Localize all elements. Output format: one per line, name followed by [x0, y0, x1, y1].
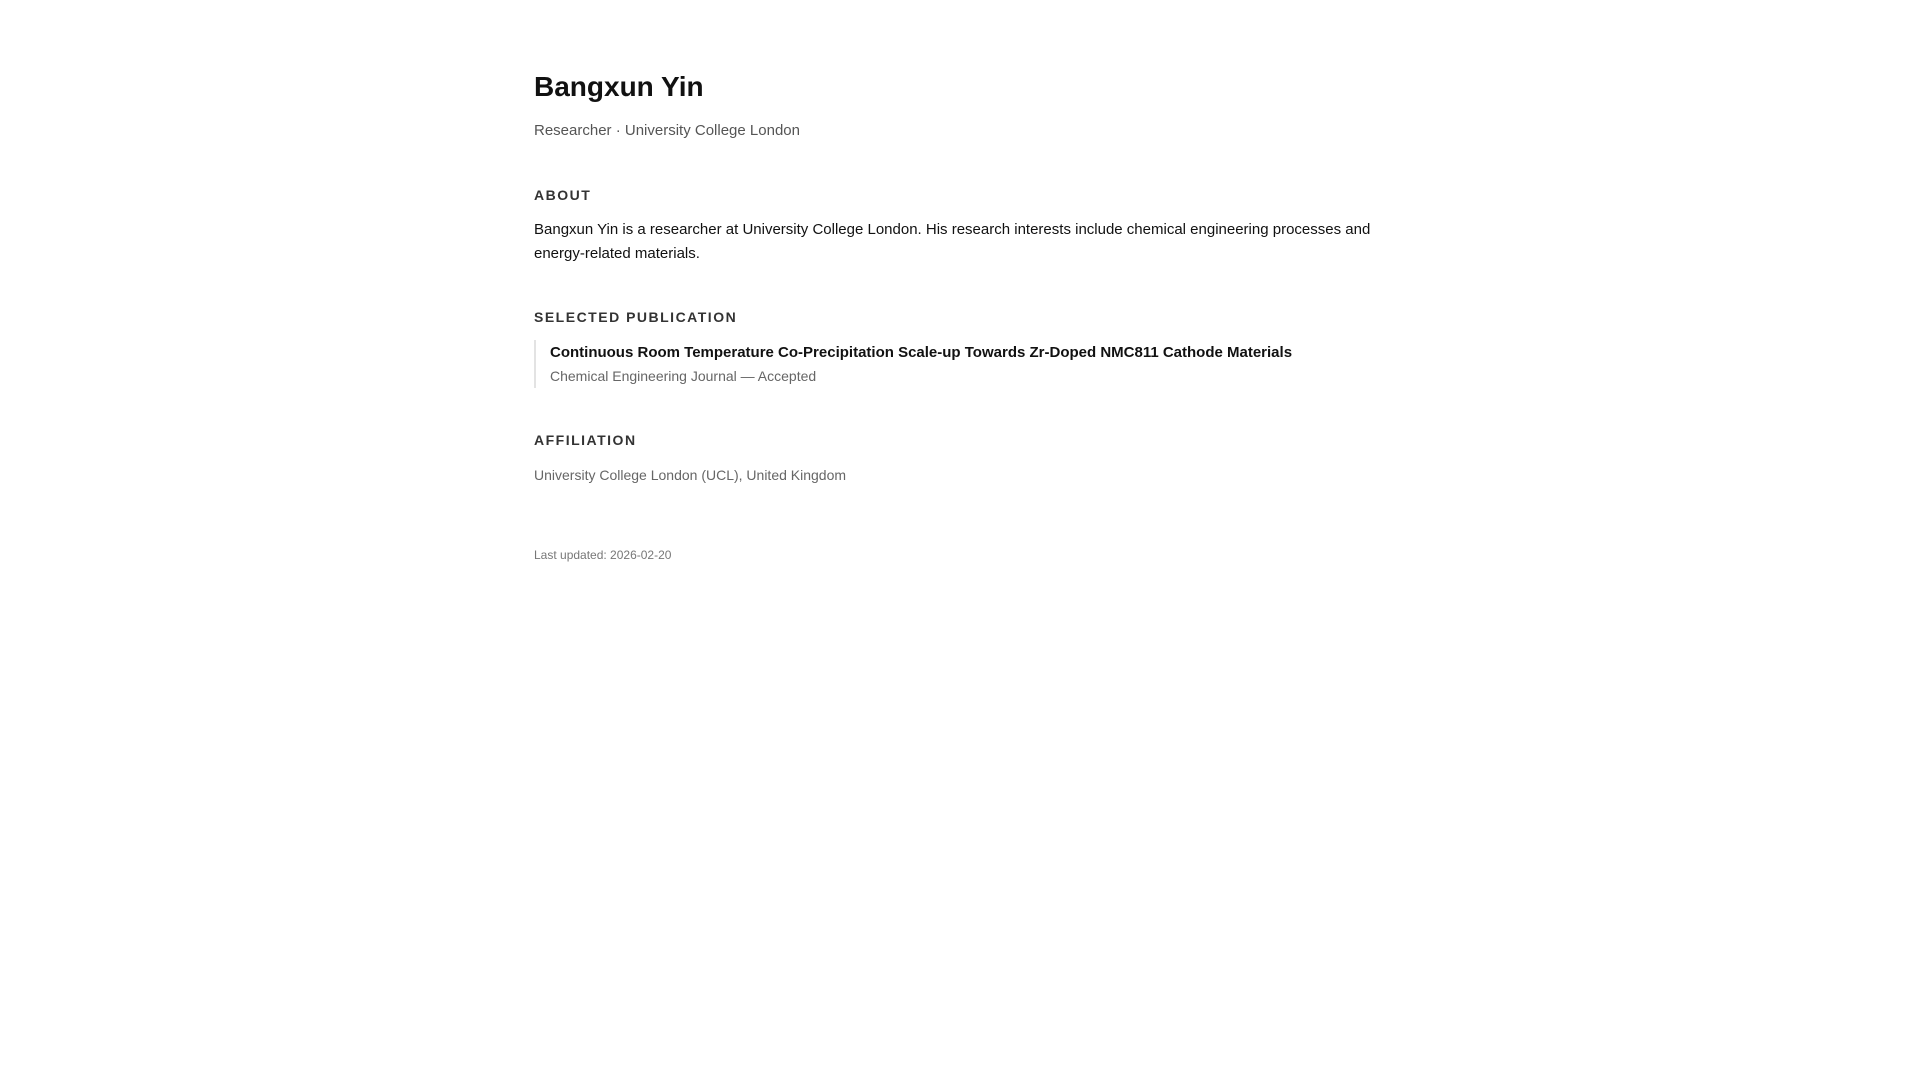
publication-title: Continuous Room Temperature Co-Precipitation Scale-up Towards Zr-Doped NMC811 Cathode Materials	[550, 344, 1293, 361]
publication-heading: SELECTED PUBLICATION	[534, 309, 738, 325]
about-text: Bangxun Yin is a researcher at University College London. His research interests include chemical engineering processes and energy-related materials.	[534, 221, 1371, 262]
profile-tagline: Researcher · University College London	[534, 122, 800, 139]
affiliation-heading: AFFILIATION	[534, 432, 637, 448]
publication-meta: Chemical Engineering Journal — Accepted	[550, 368, 817, 384]
last-updated: Last updated: 2026-02-20	[534, 548, 672, 562]
publication-entry	[534, 340, 1384, 388]
affiliation-text: University College London (UCL), United Kingdom	[534, 467, 847, 483]
profile-name: Bangxun Yin	[534, 71, 704, 102]
about-heading: ABOUT	[534, 187, 592, 203]
